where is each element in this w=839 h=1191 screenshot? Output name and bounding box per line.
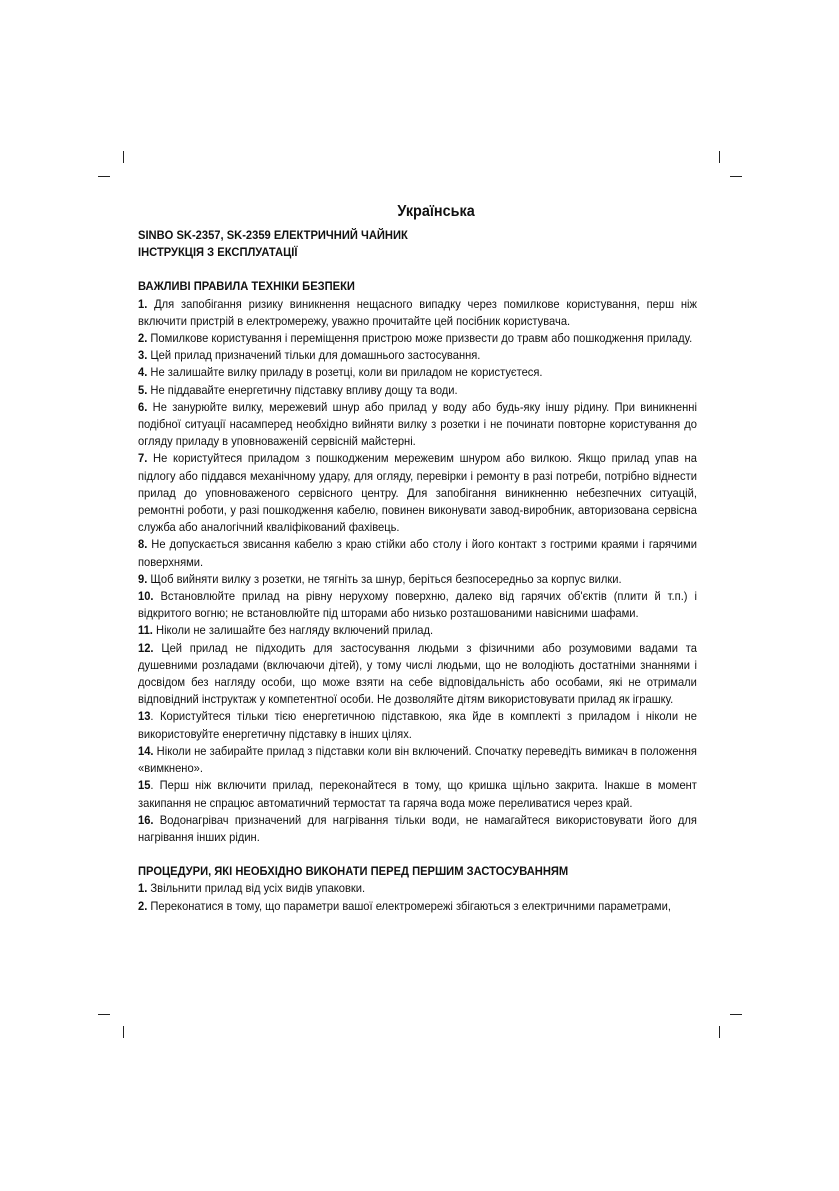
safety-item-11 — [138, 622, 697, 639]
item-text: Не користуйтеся приладом з пошкодженим мережевим шнуром або вилкою. Якщо прилад упав на підлогу або піддався механічному удару, для огляду, перевірки і ремонту в разі потреби, потрібно віднести прилад до уповноваженого сервісного центру. Для запобігання виникненню небезпечних ситуацій, ремонтні роботи, у разі пошкодження кабелю, повинен виконувати завод-виробник, авторизована сервісна служба або аналогічний кваліфікований фахівець. — [138, 451, 697, 535]
item-text: Встановлюйте прилад на рівну нерухому поверхню, далеко від гарячих об'єктів (плити й т.п.) і відкритого вогню; не встановлюйте під шторами або низько розташованими навісними шафами. — [138, 589, 697, 621]
item-text: Для запобігання ризику виникнення нещасного випадку через помилкове користування, перш ніж включити пристрій в електромережу, уважно прочитайте цей посібник користувача. — [138, 296, 697, 328]
safety-item-3 — [138, 347, 697, 364]
item-text: Ніколи не забирайте прилад з підставки коли він включений. Спочатку переведіть вимикач в положення «вимкнено». — [138, 743, 697, 776]
safety-item-12 — [138, 640, 697, 709]
product-title: SINBO SK-2357, SK-2359 ЕЛЕКТРИЧНИЙ ЧАЙНИК — [138, 228, 408, 242]
item-number: 9. — [138, 571, 148, 586]
safety-item-5 — [138, 382, 697, 399]
item-text: Щоб вийняти вилку з розетки, не тягніть за шнур, беріться безпосередньо за корпус вилки. — [147, 571, 622, 586]
item-text: Звільнити прилад від усіх видів упаковки. — [147, 881, 366, 896]
item-number: 12. — [138, 640, 154, 655]
crop-mark-bottom-right-horizontal — [730, 1014, 742, 1015]
safety-item-10 — [138, 588, 697, 622]
item-text: Водонагрівач призначений для нагрівання тільки води, не намагайтеся використовувати його для нагрівання інших рідин. — [138, 812, 697, 844]
item-text: Цей прилад не підходить для застосування людьми з фізичними або розумовими вадами та душевними розладами (включаючи дітей), у тому числі людьми, що не володіють достатніми знаннями і досвідом без нагляду особи, що може взяти на себе відповідальність або особами, які не отримали відповідний інструктаж у компетентної особи. Не дозволяйте дітям використовувати прилад як іграшку. — [138, 640, 697, 707]
safety-item-2 — [138, 330, 697, 347]
safety-item-1 — [138, 296, 697, 330]
item-text: Не допускається звисання кабелю з краю стійки або столу і його контакт з гострими краями і гарячими поверхнями. — [138, 537, 697, 569]
item-number: 7. — [138, 451, 148, 466]
item-number: 11. — [138, 623, 153, 638]
language-title: Українська — [397, 203, 475, 220]
item-text: Не залишайте вилку приладу в розетці, коли ви приладом не користуєтеся. — [147, 365, 543, 380]
item-number: 13 — [138, 709, 151, 724]
crop-mark-bottom-left-vertical — [123, 1026, 124, 1038]
crop-mark-top-right-vertical — [719, 151, 720, 163]
crop-mark-top-left-vertical — [123, 151, 124, 163]
spacer — [138, 261, 697, 278]
document-content — [138, 200, 697, 915]
item-text: Помилкове користування і переміщення пристрою може призвести до травм або пошкодження приладу. — [147, 331, 693, 346]
item-number: 6. — [138, 399, 148, 414]
item-number: 4. — [138, 365, 148, 380]
crop-mark-top-left-horizontal — [98, 176, 110, 177]
crop-mark-top-right-horizontal — [730, 176, 742, 177]
safety-item-14 — [138, 743, 697, 777]
safety-item-7 — [138, 450, 697, 536]
item-number: 14. — [138, 743, 154, 758]
crop-mark-bottom-left-horizontal — [98, 1014, 110, 1015]
crop-mark-bottom-right-vertical — [719, 1026, 720, 1038]
item-text: Переконатися в тому, що параметри вашої електромережі збігаються з електричними параметрами, — [147, 898, 671, 913]
safety-item-4 — [138, 364, 697, 381]
item-number: 16. — [138, 812, 154, 827]
item-number: 8. — [138, 537, 148, 552]
procedure-item-1 — [138, 880, 697, 897]
item-number: 2. — [138, 331, 148, 346]
item-text: Цей прилад призначений тільки для домашнього застосування. — [147, 348, 481, 363]
item-number: 3. — [138, 348, 148, 363]
item-text: . Перш ніж включити прилад, переконайтеся в тому, що кришка щільно закрита. Інакше в момент закипання не спрацює автоматичний термостат та гаряча вода може переливатися через край. — [138, 778, 697, 810]
safety-item-8 — [138, 536, 697, 570]
safety-item-13 — [138, 708, 697, 742]
item-number: 1. — [138, 296, 148, 311]
spacer — [138, 846, 697, 863]
safety-item-6 — [138, 399, 697, 451]
item-number: 10. — [138, 589, 154, 604]
procedure-item-2 — [138, 898, 697, 915]
item-number: 2. — [138, 898, 148, 913]
item-number: 15 — [138, 778, 151, 793]
item-text: Ніколи не залишайте без нагляду включений прилад. — [152, 623, 434, 638]
safety-item-16 — [138, 812, 697, 846]
item-number: 1. — [138, 881, 148, 896]
item-text: . Користуйтеся тільки тією енергетичною підставкою, яка йде в комплекті з приладом і ніколи не використовуйте енергетичну підставку в інших цілях. — [138, 709, 697, 741]
safety-item-15 — [138, 777, 697, 811]
safety-item-9 — [138, 571, 697, 588]
item-text: Не піддавайте енергетичну підставку впливу дощу та води. — [147, 382, 458, 397]
item-text: Не занурюйте вилку, мережевий шнур або прилад у воду або будь-яку іншу рідину. При виникненні подібної ситуації насамперед необхідно вийняти вилку з розетки і не починати повторне користування до огляду приладу в уповноваженій сервісній майстерні. — [138, 399, 697, 449]
manual-title: ІНСТРУКЦІЯ З ЕКСПЛУАТАЦІЇ — [138, 245, 298, 260]
item-number: 5. — [138, 382, 148, 397]
procedures-section-title: ПРОЦЕДУРИ, ЯКІ НЕОБХІДНО ВИКОНАТИ ПЕРЕД ПЕРШИМ ЗАСТОСУВАННЯМ — [138, 864, 569, 879]
safety-section-title: ВАЖЛИВІ ПРАВИЛА ТЕХНІКИ БЕЗПЕКИ — [138, 279, 355, 294]
